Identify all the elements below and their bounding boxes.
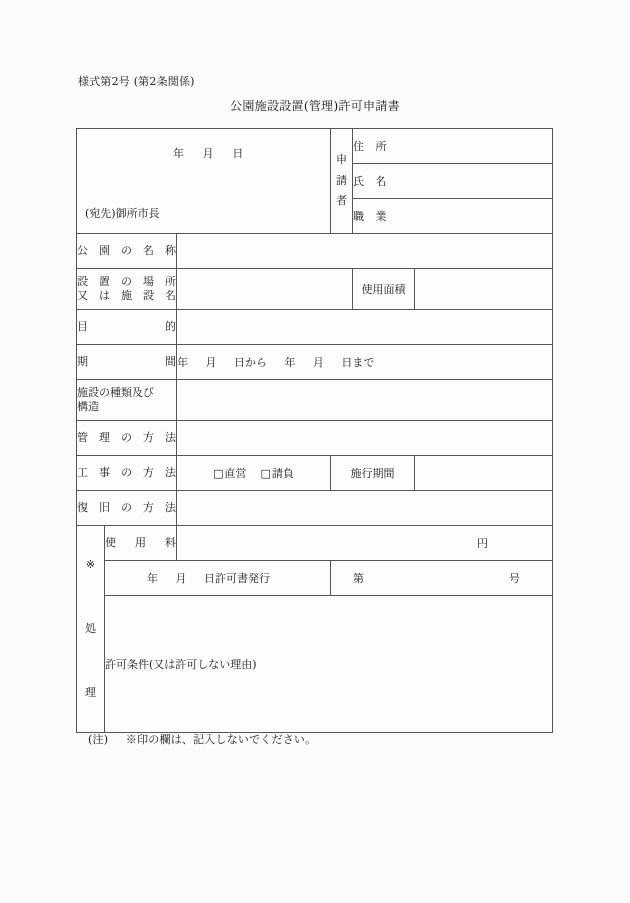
permit-number-input[interactable] <box>331 561 553 596</box>
checkbox-direct-management[interactable] <box>213 467 246 480</box>
execution-period-input[interactable] <box>415 456 553 491</box>
construction-method-label: 工事の方法 <box>77 456 177 491</box>
table-row-management-method <box>77 421 553 456</box>
park-name-input[interactable] <box>177 234 553 269</box>
table-row-purpose <box>77 310 553 345</box>
construction-method-options <box>177 456 331 491</box>
applicant-label-char-1: 申 <box>336 153 347 167</box>
processing-label-char-3: 理 <box>85 686 96 699</box>
location-label: 設置の場所 又は施設名 <box>77 269 177 310</box>
applicant-label-char-2: 請 <box>336 173 347 187</box>
page-title: 公園施設設置(管理)許可申請書 <box>230 99 400 113</box>
fee-input[interactable] <box>177 526 553 561</box>
period-label: 期間 <box>77 345 177 380</box>
addressee-label: (宛先)御所市長 <box>85 207 160 220</box>
permit-conditions-label: 許可条件(又は許可しない理由) <box>105 658 257 671</box>
park-name-label: 公園の名称 <box>77 234 177 269</box>
restoration-method-input[interactable] <box>177 491 553 526</box>
location-input[interactable] <box>177 269 353 310</box>
applicant-name-label: 氏 名 <box>353 164 553 199</box>
table-row-construction-method <box>77 456 553 491</box>
management-method-label: 管理の方法 <box>77 421 177 456</box>
purpose-input[interactable] <box>177 310 553 345</box>
applicant-vertical-label <box>331 129 353 234</box>
applicant-address-label: 住 所 <box>353 129 553 164</box>
restoration-method-label: 復旧の方法 <box>77 491 177 526</box>
footnote-text: ※印の欄は、記入しないでください。 <box>125 733 317 746</box>
permit-issue-date-input[interactable] <box>105 561 331 596</box>
checkbox-icon: □ <box>260 467 271 480</box>
table-row-park-name <box>77 234 553 269</box>
processing-label-char-1: ※ <box>85 558 96 571</box>
purpose-label: 目的 <box>77 310 177 345</box>
table-row-applicant <box>77 129 553 164</box>
period-input[interactable]: 年 月 日から 年 月 日まで <box>177 345 553 380</box>
applicant-label-char-3: 者 <box>336 194 347 208</box>
application-form-table <box>76 128 553 733</box>
permit-number-suffix: 号 <box>509 572 520 585</box>
checkbox-icon: □ <box>213 467 224 480</box>
form-code: 様式第2号 (第2条関係) <box>78 75 195 88</box>
fee-unit-label: 円 <box>477 537 488 550</box>
checkbox-direct-management-label: 直営 <box>224 467 247 480</box>
management-method-input[interactable] <box>177 421 553 456</box>
applicant-occupation-label: 職 業 <box>353 199 553 234</box>
execution-period-label: 施行期間 <box>331 456 415 491</box>
facility-type-input[interactable] <box>177 380 553 421</box>
permit-number-prefix: 第 <box>353 572 364 585</box>
table-row-location <box>77 269 553 310</box>
table-row-restoration-method <box>77 491 553 526</box>
processing-vertical-label <box>77 526 105 733</box>
permit-issue-date-text: 年 月 日許可書発行 <box>147 572 270 585</box>
checkbox-contract[interactable] <box>261 467 294 480</box>
usage-area-label: 使用面積 <box>353 269 415 310</box>
footnote <box>88 731 316 747</box>
table-row-facility-type <box>77 380 553 421</box>
table-row-permit-conditions <box>77 596 553 733</box>
fee-label: 使用料 <box>105 526 177 561</box>
application-date-line: 年 月 日 <box>173 147 244 160</box>
checkbox-contract-label: 請負 <box>271 467 294 480</box>
table-row-period <box>77 345 553 380</box>
table-row-permit-issue <box>77 561 553 596</box>
addressee-cell <box>77 129 331 234</box>
facility-type-label: 施設の種類及び 構造 <box>77 380 177 421</box>
table-row-fee <box>77 526 553 561</box>
usage-area-input[interactable] <box>415 269 553 310</box>
permit-conditions-input[interactable] <box>105 596 553 733</box>
processing-label-char-2: 処 <box>85 621 96 635</box>
footnote-tag: (注) <box>88 733 109 746</box>
